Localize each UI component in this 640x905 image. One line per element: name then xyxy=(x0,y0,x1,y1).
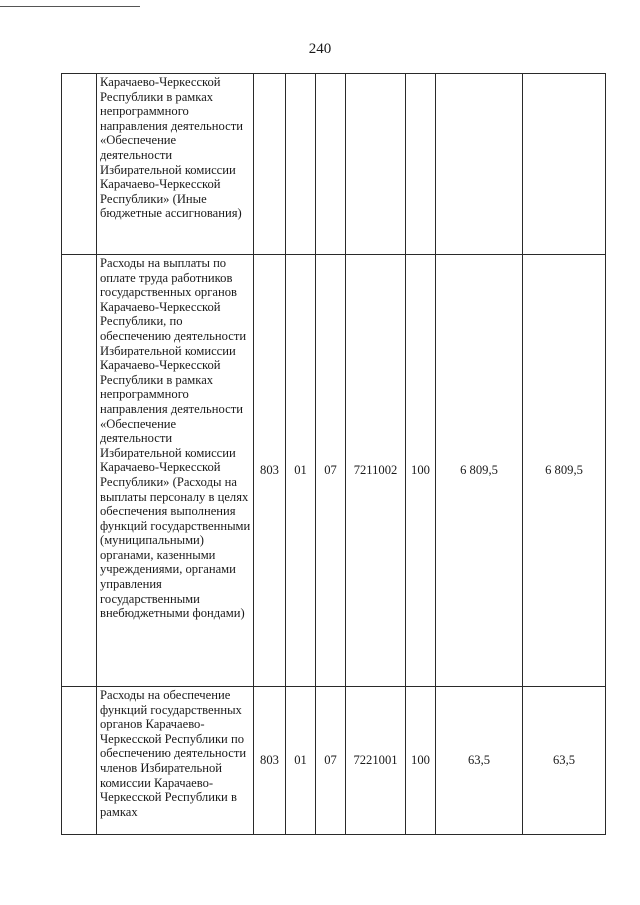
amount-2-cell: 6 809,5 xyxy=(523,255,606,687)
row-number-cell xyxy=(62,255,97,687)
budget-table xyxy=(61,73,606,835)
section-code-cell xyxy=(286,74,316,255)
expense-name-cell: Расходы на выплаты по оплате труда работников государственных органов Карачаево-Черкесской Республики, по обеспечению деятельности Избирательной комиссии Карачаево-Черкесской Республики в рамках непрограммного направления деятельности «Обеспечение деятельности Избирательной комиссии Карачаево-Черкесской Республики» (Расходы на выплаты персоналу в целях обеспечения выполнения функций государственными (муниципальными) органами, казенными учреждениями, органами управления государственными внебюджетными фондами) xyxy=(97,255,254,687)
amount-1-cell: 6 809,5 xyxy=(436,255,523,687)
subsection-code-cell: 07 xyxy=(316,687,346,835)
grbs-code-cell: 803 xyxy=(254,687,286,835)
target-article-cell xyxy=(346,74,406,255)
expense-name-cell: Расходы на обеспечение функций государственных органов Карачаево-Черкесской Республики по обеспечению деятельности членов Избирательной комиссии Карачаево-Черкесской Республики в рамках xyxy=(97,687,254,835)
amount-1-cell xyxy=(436,74,523,255)
expense-type-cell: 100 xyxy=(406,255,436,687)
table-row xyxy=(62,74,606,255)
target-article-cell: 7211002 xyxy=(346,255,406,687)
table-row xyxy=(62,687,606,835)
page-number: 240 xyxy=(308,41,332,57)
expense-type-cell: 100 xyxy=(406,687,436,835)
expense-type-cell xyxy=(406,74,436,255)
section-code-cell: 01 xyxy=(286,687,316,835)
expense-name-cell: Карачаево-Черкесской Республики в рамках непрограммного направления деятельности «Обеспечение деятельности Избирательной комиссии Карачаево-Черкесской Республики» (Иные бюджетные ассигнования) xyxy=(97,74,254,255)
section-code-cell: 01 xyxy=(286,255,316,687)
table-row xyxy=(62,255,606,687)
grbs-code-cell xyxy=(254,74,286,255)
subsection-code-cell: 07 xyxy=(316,255,346,687)
subsection-code-cell xyxy=(316,74,346,255)
amount-1-cell: 63,5 xyxy=(436,687,523,835)
top-rule xyxy=(0,6,140,7)
amount-2-cell xyxy=(523,74,606,255)
row-number-cell xyxy=(62,74,97,255)
amount-2-cell: 63,5 xyxy=(523,687,606,835)
target-article-cell: 7221001 xyxy=(346,687,406,835)
row-number-cell xyxy=(62,687,97,835)
grbs-code-cell: 803 xyxy=(254,255,286,687)
